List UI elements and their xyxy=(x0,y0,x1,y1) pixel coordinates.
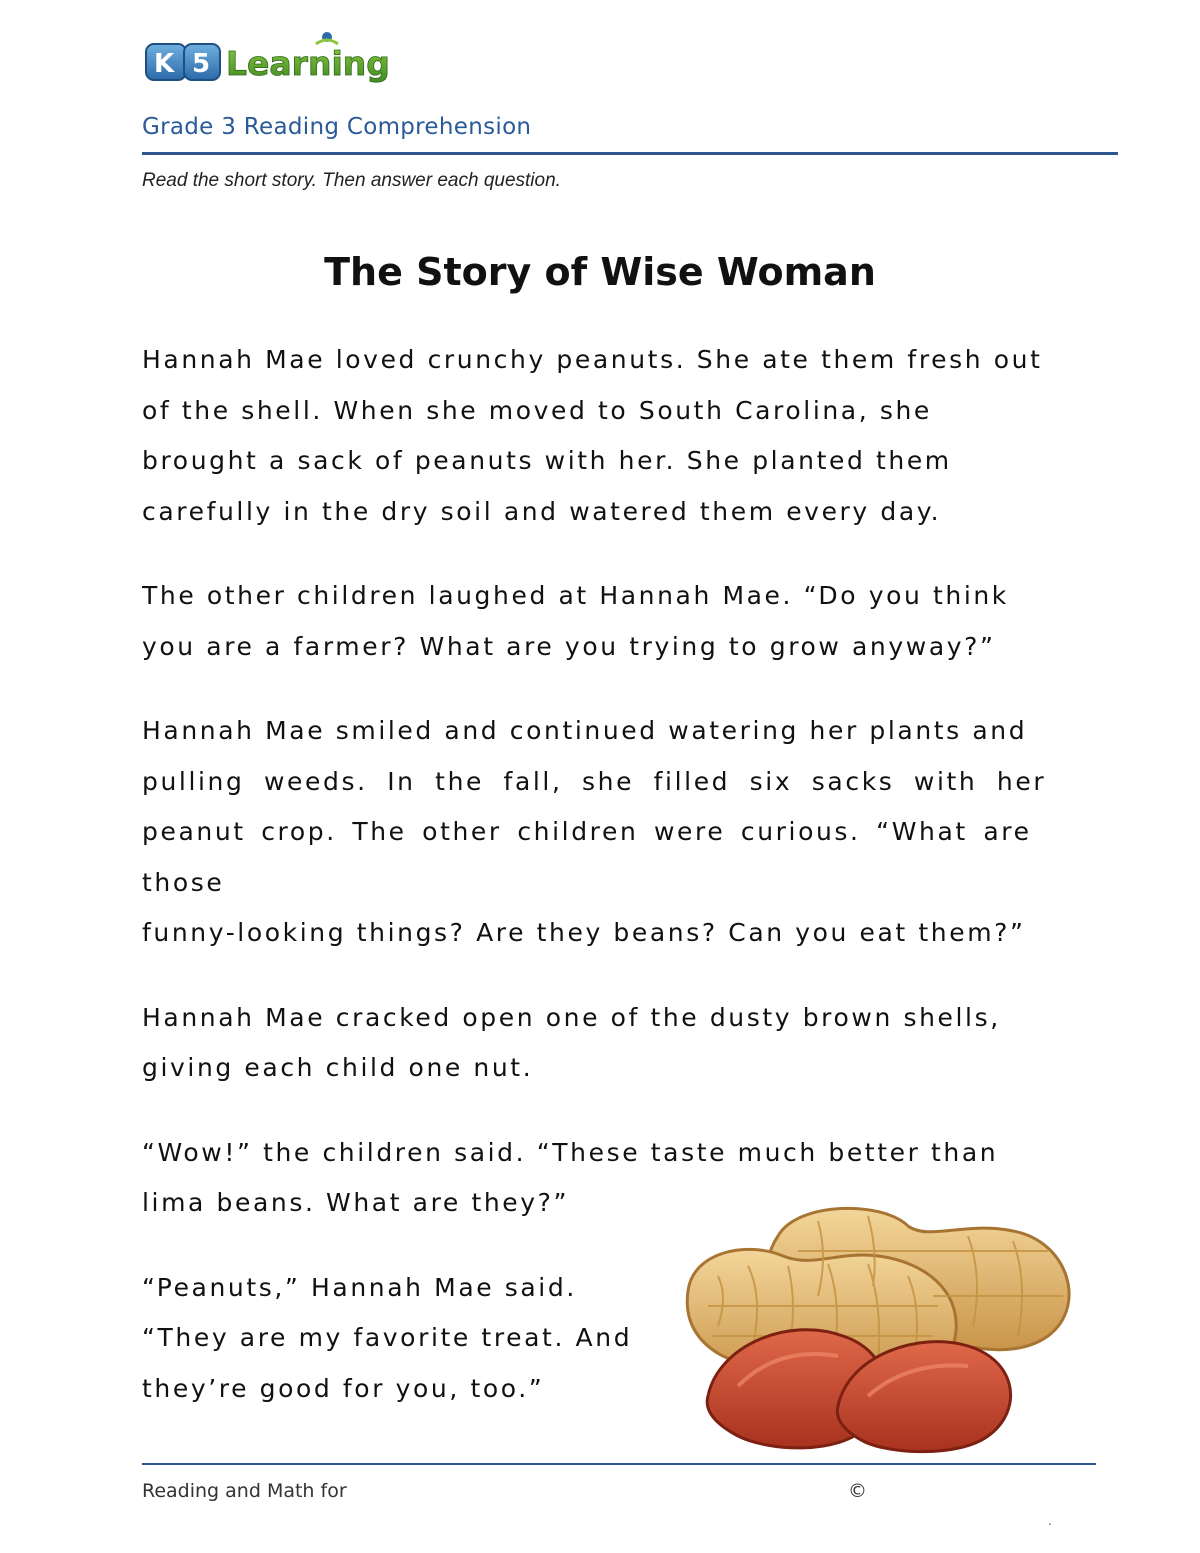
story-paragraph xyxy=(142,335,1052,537)
peanuts-illustration xyxy=(668,1196,1088,1458)
story-line: “Peanuts,” Hannah Mae said. xyxy=(142,1272,577,1302)
story-line: of the shell. When she moved to South Carolina, she xyxy=(142,395,932,425)
svg-text:K: K xyxy=(154,49,175,79)
k5-learning-logo xyxy=(144,28,404,90)
svg-text:5: 5 xyxy=(192,49,211,79)
story-line: The other children laughed at Hannah Mae. “Do you think xyxy=(142,581,1009,610)
footer-divider xyxy=(142,1463,1096,1465)
story-line: carefully in the dry soil and watered them every day. xyxy=(142,496,942,526)
story-line: giving each child one nut. xyxy=(142,1053,534,1082)
story-line: pulling weeds. In the fall, she filled six sacks with her xyxy=(142,766,1047,796)
story-line: funny-looking things? Are they beans? Can you eat them?” xyxy=(142,918,1026,947)
svg-text:Learning: Learning xyxy=(226,44,390,83)
story-line: Hannah Mae loved crunchy peanuts. She ate them fresh out xyxy=(142,345,1043,374)
story-line: Hannah Mae smiled and continued watering her plants and xyxy=(142,716,1028,745)
footer-text: Reading and Math for xyxy=(142,1480,347,1502)
instruction-text: Read the short story. Then answer each question. xyxy=(142,170,561,191)
story-line: brought a sack of peanuts with her. She planted them xyxy=(142,446,952,475)
story-paragraph xyxy=(142,993,1052,1094)
story-paragraph xyxy=(142,571,1052,672)
story-line: lima beans. What are they?” xyxy=(142,1188,570,1217)
story-title: The Story of Wise Woman xyxy=(324,250,876,294)
story-line: “Wow!” the children said. “These taste much better than xyxy=(142,1137,999,1167)
story-line: they’re good for you, too.” xyxy=(142,1373,545,1403)
story-paragraph xyxy=(142,706,1052,959)
header-divider xyxy=(142,152,1118,155)
story-line: Hannah Mae cracked open one of the dusty brown shells, xyxy=(142,1002,1001,1032)
story-line: peanut crop. The other children were curious. “What are xyxy=(142,817,1032,846)
story-line: you are a farmer? What are you trying to grow anyway?” xyxy=(142,631,996,661)
grade-subject-heading: Grade 3 Reading Comprehension xyxy=(142,114,532,140)
story-line: “They are my favorite treat. And xyxy=(142,1323,633,1352)
story-line: those xyxy=(142,867,225,897)
footer-dot: . xyxy=(1048,1514,1052,1528)
copyright-symbol: © xyxy=(848,1480,867,1502)
